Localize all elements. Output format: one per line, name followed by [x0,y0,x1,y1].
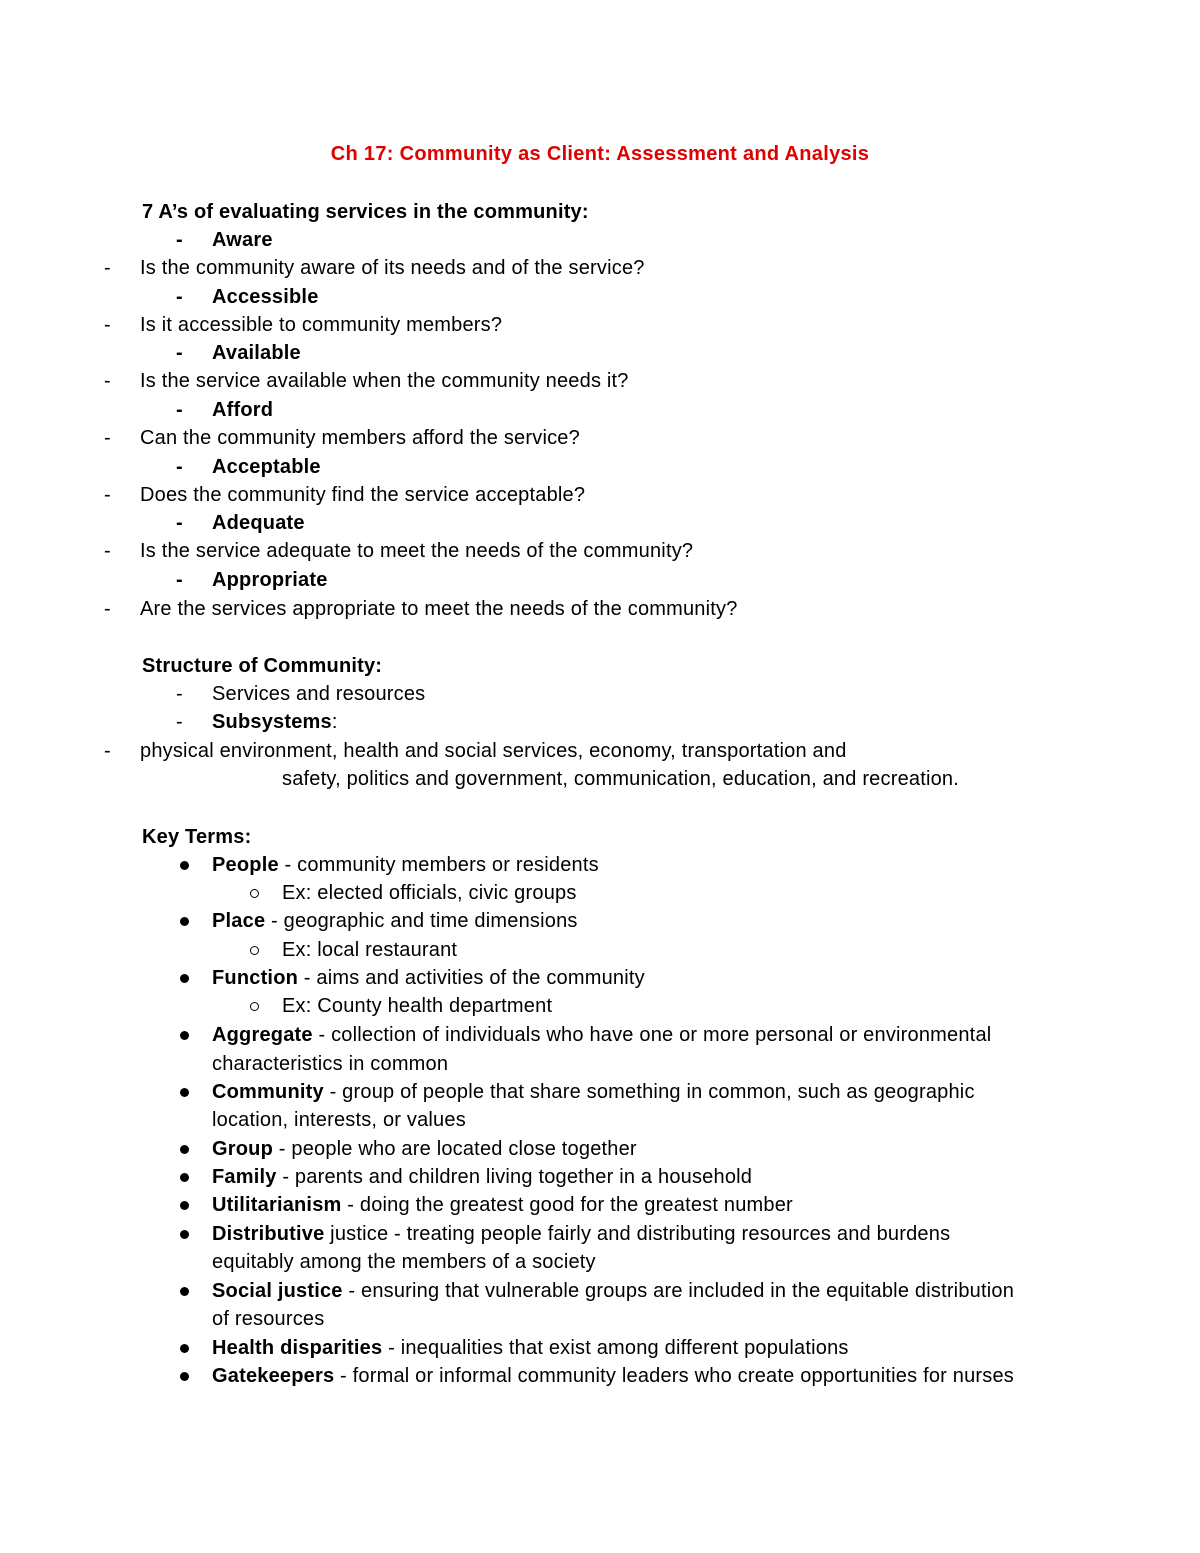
dash-marker: - [176,569,183,591]
term-aggregate: Aggregate [212,1024,313,1046]
dash-marker: - [176,683,183,705]
bullet-icon [180,917,189,926]
seven-as-heading: 7 A’s of evaluating services in the community: [142,201,589,223]
def-place: - geographic and time dimensions [265,910,578,932]
circle-bullet-icon [250,1002,259,1011]
example-function: Ex: County health department [282,995,553,1017]
circle-bullet-icon [250,889,259,898]
term-people: People [212,854,279,876]
bullet-icon [180,1173,189,1182]
bullet-icon [180,1230,189,1239]
term-utilitarianism: Utilitarianism [212,1194,342,1216]
example-people: Ex: elected officials, civic groups [282,882,577,904]
term-family: Family [212,1166,277,1188]
example-place: Ex: local restaurant [282,939,458,961]
dash-marker: - [176,512,183,534]
def-health-disparities: - inequalities that exist among different populations [382,1337,849,1359]
dash-marker: - [104,740,111,762]
question-acceptable: Does the community find the service acceptable? [140,484,586,506]
term-acceptable: Acceptable [212,456,321,478]
dash-marker: - [176,286,183,308]
question-accessible: Is it accessible to community members? [140,314,503,336]
question-adequate: Is the service adequate to meet the needs of the community? [140,540,694,562]
term-gatekeepers: Gatekeepers [212,1365,335,1387]
def-aggregate-cont: characteristics in common [212,1053,449,1075]
bullet-icon [180,1287,189,1296]
page-title: Ch 17: Community as Client: Assessment and Analysis [330,143,870,165]
subsystems-term: Subsystems [212,711,332,733]
term-community: Community [212,1081,324,1103]
question-appropriate: Are the services appropriate to meet the needs of the community? [140,598,738,620]
bullet-icon [180,861,189,870]
dash-marker: - [104,540,111,562]
term-health-disparities: Health disparities [212,1337,383,1359]
term-available: Available [212,342,301,364]
term-adequate: Adequate [212,512,305,534]
dash-marker: - [176,456,183,478]
subsystems-detail-line2: safety, politics and government, communication, education, and recreation. [282,768,960,790]
term-aware: Aware [212,229,273,251]
dash-marker: - [104,484,111,506]
bullet-icon [180,1031,189,1040]
subsystems-detail-line1: physical environment, health and social services, economy, transportation and [140,740,847,762]
dash-marker: - [104,598,111,620]
question-available: Is the service available when the community needs it? [140,370,629,392]
def-distributive-cont: equitably among the members of a society [212,1251,596,1273]
term-social-justice: Social justice [212,1280,343,1302]
circle-bullet-icon [250,946,259,955]
subsystems-colon: : [331,711,338,733]
bullet-icon [180,1201,189,1210]
term-distributive: Distributive [212,1223,325,1245]
dash-marker: - [176,399,183,421]
structure-subsystems [212,708,338,736]
def-community-cont: location, interests, or values [212,1109,466,1131]
def-group: - people who are located close together [273,1138,637,1160]
structure-services: Services and resources [212,683,426,705]
def-aggregate: - collection of individuals who have one or more personal or environmental [312,1024,992,1046]
def-function: - aims and activities of the community [298,967,645,989]
dash-marker: - [104,257,111,279]
term-place: Place [212,910,266,932]
term-appropriate: Appropriate [212,569,328,591]
dash-marker: - [104,370,111,392]
dash-marker: - [176,342,183,364]
dash-marker: - [176,229,183,251]
bullet-icon [180,974,189,983]
bullet-icon [180,1088,189,1097]
question-aware: Is the community aware of its needs and of the service? [140,257,645,279]
term-function: Function [212,967,299,989]
question-afford: Can the community members afford the service? [140,427,580,449]
dash-marker: - [104,427,111,449]
key-terms-heading: Key Terms: [142,826,252,848]
term-afford: Afford [212,399,274,421]
dash-marker: - [104,314,111,336]
bullet-icon [180,1372,189,1381]
term-accessible: Accessible [212,286,319,308]
def-social-justice-cont: of resources [212,1308,325,1330]
def-social-justice: - ensuring that vulnerable groups are included in the equitable distribution [342,1280,1015,1302]
bullet-icon [180,1344,189,1353]
def-utilitarianism: - doing the greatest good for the greatest number [341,1194,793,1216]
def-gatekeepers: - formal or informal community leaders who create opportunities for nurses [334,1365,1014,1387]
def-distributive: justice - treating people fairly and distributing resources and burdens [324,1223,951,1245]
term-group: Group [212,1138,273,1160]
dash-marker: - [176,711,183,733]
structure-heading: Structure of Community: [142,655,383,677]
def-people: - community members or residents [278,854,599,876]
def-family: - parents and children living together in a household [276,1166,753,1188]
def-community: - group of people that share something in common, such as geographic [323,1081,975,1103]
bullet-icon [180,1145,189,1154]
